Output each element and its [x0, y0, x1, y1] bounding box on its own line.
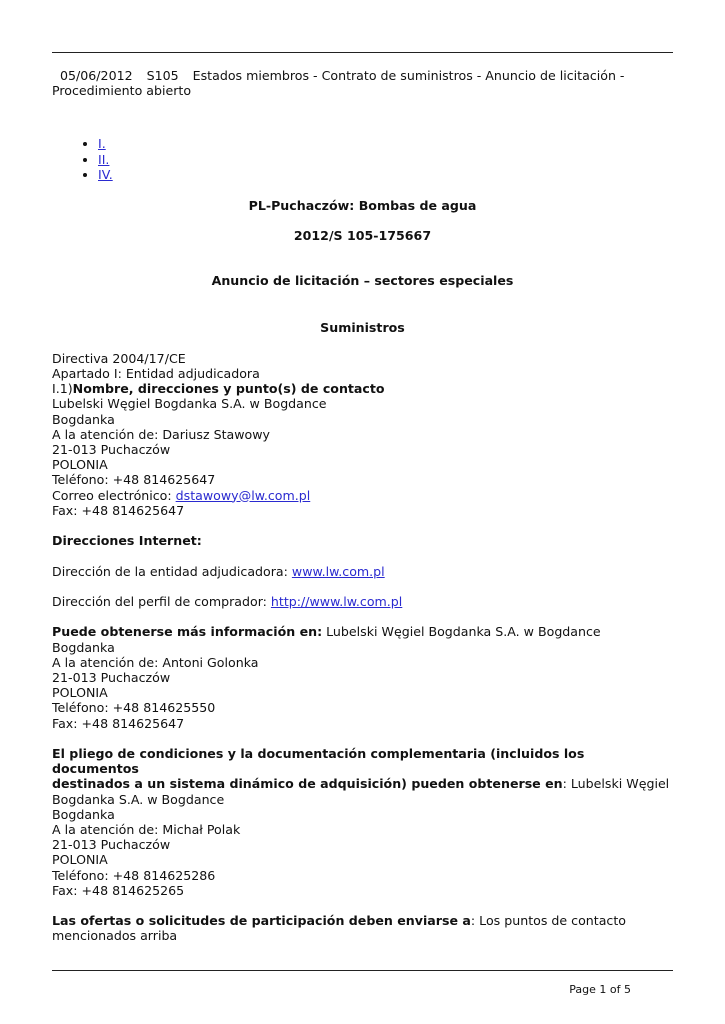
entity-url-label: Dirección de la entidad adjudicadora:	[52, 563, 292, 579]
entity-attention: A la atención de: Dariusz Stawowy	[52, 426, 270, 442]
buyer-profile-line	[52, 594, 673, 609]
offers-heading: Las ofertas o solicitudes de participación deben enviarse a	[52, 913, 471, 929]
toc-link-IV[interactable]: IV.	[98, 166, 113, 182]
documents-country: POLONIA	[52, 852, 108, 868]
toc-link-I[interactable]: I.	[98, 136, 106, 152]
entity-country: POLONIA	[52, 457, 108, 473]
documents-phone: Teléfono: +48 814625286	[52, 867, 216, 883]
email-label: Correo electrónico:	[52, 487, 176, 503]
more-info-heading: Puede obtenerse más información en:	[52, 624, 323, 640]
documents-heading-line2: destinados a un sistema dinámico de adquisición) pueden obtenerse en	[52, 776, 563, 792]
more-info-name: Lubelski Węgiel Bogdanka S.A. w Bogdance	[322, 624, 601, 640]
entity-city: Bogdanka	[52, 411, 115, 427]
toc-link-II[interactable]: II.	[98, 151, 110, 167]
header-series: S105	[146, 68, 179, 83]
page-title: PL-Puchaczów: Bombas de agua	[248, 198, 477, 214]
notice-header	[52, 68, 673, 98]
more-info-postal: 21-013 Puchaczów	[52, 670, 171, 686]
contracting-entity-block	[52, 351, 673, 518]
buyer-url-link[interactable]: http://www.lw.com.pl	[270, 594, 403, 610]
directive: Directiva 2004/17/CE	[52, 350, 186, 366]
section-heading: Apartado I: Entidad adjudicadora	[52, 366, 260, 382]
documents-name-line2: Bogdanka S.A. w Bogdance	[52, 791, 225, 807]
documents-fax: Fax: +48 814625265	[52, 882, 185, 898]
header-description: Estados miembros - Contrato de suministros - Anuncio de licitación -	[192, 68, 625, 83]
entity-phone: Teléfono: +48 814625647	[52, 472, 216, 488]
toc-item	[98, 136, 673, 151]
header-description-line2: Procedimiento abierto	[52, 83, 192, 99]
documents-name-line1: : Lubelski Węgiel	[562, 776, 670, 792]
entity-address-line	[52, 564, 673, 579]
buyer-url-label: Dirección del perfil de comprador:	[52, 594, 271, 610]
more-info-block	[52, 624, 673, 730]
more-info-attention: A la atención de: Antoni Golonka	[52, 654, 259, 670]
entity-postal: 21-013 Puchaczów	[52, 442, 171, 458]
table-of-contents	[52, 136, 673, 182]
contact-heading: Nombre, direcciones y punto(s) de contacto	[72, 381, 385, 397]
offers-text-line1: : Los puntos de contacto	[470, 913, 626, 929]
reference-number: 2012/S 105-175667	[293, 228, 432, 244]
more-info-country: POLONIA	[52, 685, 108, 701]
documents-postal: 21-013 Puchaczów	[52, 837, 171, 853]
entity-fax: Fax: +48 814625647	[52, 502, 185, 518]
header-date: 05/06/2012	[60, 68, 133, 83]
toc-item	[98, 167, 673, 182]
contract-type: Suministros	[320, 319, 405, 335]
more-info-fax: Fax: +48 814625647	[52, 715, 185, 731]
more-info-phone: Teléfono: +48 814625550	[52, 700, 216, 716]
toc-item	[98, 152, 673, 167]
entity-name: Lubelski Węgiel Bogdanka S.A. w Bogdance	[52, 396, 327, 412]
more-info-city: Bogdanka	[52, 639, 115, 655]
top-rule	[52, 52, 673, 53]
documents-city: Bogdanka	[52, 806, 115, 822]
document-body	[52, 68, 673, 944]
internet-heading	[52, 533, 673, 548]
offers-text-line2: mencionados arriba	[52, 928, 178, 944]
notice-type: Anuncio de licitación – sectores especiales	[211, 273, 514, 289]
page-number: Page 1 of 5	[569, 983, 631, 996]
documents-heading-line1: El pliego de condiciones y la documentación complementaria (incluidos los documentos	[52, 746, 585, 777]
entity-url-link[interactable]: www.lw.com.pl	[291, 563, 385, 579]
internet-heading-text: Direcciones Internet:	[52, 533, 202, 549]
documents-attention: A la atención de: Michał Polak	[52, 822, 241, 838]
offers-block	[52, 913, 673, 943]
section-number: I.1)	[52, 381, 73, 397]
documents-block	[52, 746, 673, 898]
email-link[interactable]: dstawowy@lw.com.pl	[175, 487, 311, 503]
bottom-rule	[52, 970, 673, 971]
